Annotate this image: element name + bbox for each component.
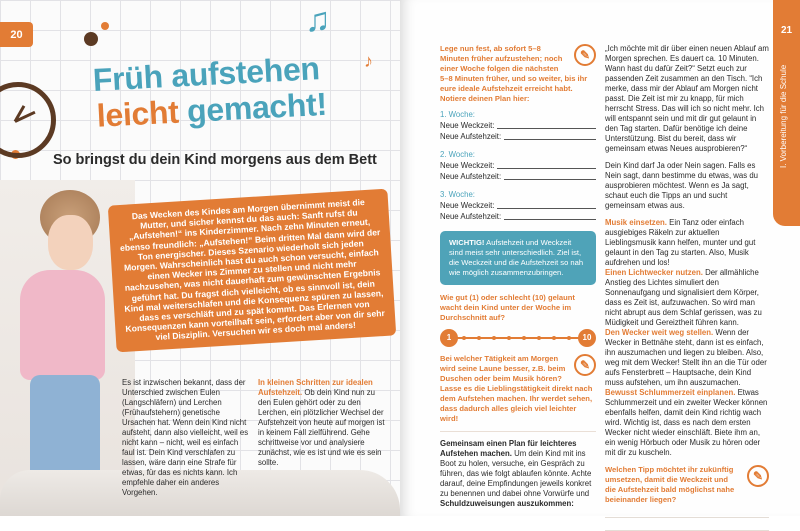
tip-heading: Musik einsetzen. xyxy=(605,218,667,227)
right-column-1 xyxy=(440,44,596,509)
week-plan xyxy=(440,110,596,222)
pencil-icon: ✎ xyxy=(574,44,596,66)
pencil-icon: ✎ xyxy=(574,354,596,376)
scale-max: 10 xyxy=(578,329,596,347)
tip-heading: Den Wecker weit weg stellen. xyxy=(605,328,714,337)
answer-paragraph: Dein Kind darf Ja oder Nein sagen. Falls es Nein sagt, dann bestimme du etwas, was du ausprobieren möchtest. Wenn es Ja sagt, schaut euch die Tipps an und sucht gemeinsam etwas aus. xyxy=(605,161,758,210)
tip xyxy=(605,328,769,388)
answer-line[interactable] xyxy=(605,517,769,518)
important-text: Aufstehzeit und Weckzeit sind meist sehr unterschiedlich. Ziel ist, die Weckzeit und die Aufstehzeit so nah wie möglich zusammenzubringen. xyxy=(449,238,584,277)
chapter-title: I. Vorbereitung für die Schule xyxy=(779,64,788,168)
intro-box: Das Wecken des Kindes am Morgen übernimmt meist die Mutter, und sicher kennst du das auch: Sanft rufst du „Aufstehen!“ ins Kinderzimmer. Nach zehn Minuten erneut, ebenso freundlich: „Aufstehen!“ Beim dritten Mal dann wird der Ton energischer. Dieses Szenario wiederholt sich jeden Morgen. Wahrscheinlich hast du auch schon versucht, einfach einen Wecker ins Zimmer zu stellen und nicht mehr nachzusehen, was nicht dauerhaft zum gewünschten Ergebnis geführt hat. Du fragst dich vielleicht, ob es sinnvoll ist, dein Kind mal weiterschlafen und die Konsequenz spüren zu lassen, dass es verschläft und zu spät kommt. Das Erlernen von Konsequenzen kann vorteilhaft sein, erfordert aber von dir sehr viel Disziplin. Versuchen wir es doch mal anders! xyxy=(108,189,396,352)
plan-bold: Gemeinsam einen Plan für leichteres Aufstehen machen. xyxy=(440,439,577,458)
page-number-right: 21 xyxy=(780,25,793,36)
decor-dot-brown xyxy=(84,32,98,46)
tip xyxy=(605,218,769,268)
scale-question-text: Wie gut (1) oder schlecht (10) gelaunt wacht dein Kind unter der Woche im Durchschnitt auf? xyxy=(440,293,575,322)
tips-list xyxy=(605,218,769,458)
wake-time-field[interactable] xyxy=(497,200,596,209)
subheading: In kleinen Schritten zur idealen Aufstehzeit. xyxy=(258,378,373,397)
tip-text: Ein Tanz oder einfach ausgiebiges Räkeln zur aktuellen Lieblingsmusik kann helfen, munter und gut gelaunt in den Tag zu starten. Also, Musik aufdrehen und los! xyxy=(605,218,756,267)
mood-scale[interactable] xyxy=(440,329,596,347)
plan-paragraph xyxy=(440,439,596,509)
rise-time-field[interactable] xyxy=(504,171,596,180)
week-label: 1. Woche: xyxy=(440,110,475,119)
task-3-text: Welchen Tipp möchtet ihr zukünftig umsetzen, damit die Weckzeit und die Aufstehzeit bald möglichst nahe beieinander liegen? xyxy=(605,465,735,504)
page-title xyxy=(92,50,328,134)
task-1 xyxy=(440,44,596,104)
tip-heading: Bewusst Schlummerzeit einplanen. xyxy=(605,388,736,397)
plan-text: Um dein Kind mit ins Boot zu holen, versuche, ein Gespräch zu führen, das wie folgt ablaufen könnte. Achte darauf, deine Empfindungen jeweils konkret zu benennen und dabei ohne Vorwürfe und xyxy=(440,449,592,498)
tip xyxy=(605,388,769,458)
task-1-text: Lege nun fest, ab sofort 5–8 Minuten früher aufzustehen; noch einer Woche folgen die nächsten 5–8 Minuten früher, und so weiter, bis ihr eure ideale Aufstehzeit erreicht habt. Notiere deinen Plan hier: xyxy=(440,44,588,103)
field-label: Neue Weckzeit: xyxy=(440,161,495,170)
week-label: 3. Woche: xyxy=(440,190,475,199)
body-column-2 xyxy=(258,378,388,468)
tip-heading: Einen Lichtwecker nutzen. xyxy=(605,268,703,277)
field-label: Neue Weckzeit: xyxy=(440,201,495,210)
tip-text: Etwas Schlummerzeit und ein zweiter Wecker können ebenfalls helfen, damit dein Kind richtig wach wird. Wichtig ist, dass es nach dem ersten Wecker nicht wieder einschläft. Biete ihm an, ein wenig Hörbuch oder Musik zu hören oder mit dir zu kuscheln. xyxy=(605,388,768,457)
subtitle: So bringst du dein Kind morgens aus dem Bett xyxy=(53,152,377,168)
pencil-icon: ✎ xyxy=(747,465,769,487)
week-label: 2. Woche: xyxy=(440,150,475,159)
field-label: Neue Aufstehzeit: xyxy=(440,212,502,221)
music-note-icon: ♫ xyxy=(305,1,331,39)
divider xyxy=(440,431,596,432)
title-word-leicht: leicht xyxy=(95,93,180,134)
title-line-1: Früh aufstehen xyxy=(92,50,321,98)
field-label: Neue Aufstehzeit: xyxy=(440,132,502,141)
scale-min: 1 xyxy=(440,329,458,347)
title-word-gemacht: gemacht! xyxy=(186,85,328,130)
plan-bold-2: Schuldzuweisungen auszukommen: xyxy=(440,499,574,508)
dialog-paragraph: „Ich möchte mit dir über einen neuen Ablauf am Morgen sprechen. Es dauert ca. 10 Minuten. Wann hast du dafür Zeit?“ Setzt euch zur passenden Zeit zusammen an den Tisch. “Ich merke, dass mir der Ablauf am Morgen nicht passt. Die Zeit ist mir zu knapp, für mich herrscht Stress. Das will ich so nicht mehr. Ich will entspannt sein und mit dir gut gelaunt in den Tag starten. Dafür benötige ich deine Unterstützung. Bist du bereit, dass wir gemeinsam etwas Neues ausprobieren?“ xyxy=(605,44,769,153)
rise-time-field[interactable] xyxy=(504,211,596,220)
rise-time-field[interactable] xyxy=(504,131,596,140)
child-shirt xyxy=(20,270,105,380)
task-2-text: Bei welcher Tätigkeit am Morgen wird seine Laune besser, z.B. beim Duschen oder beim Musik hören? Lasse es die Lieblingstätigkeit direkt nach dem Aufstehen machen. Ihr werdet sehen, dass dadurch alles gleich viel leichter wird! xyxy=(440,354,593,423)
body-text: Ob dein Kind nun zu den Eulen gehört oder zu den Lerchen, ein plötzlicher Wechsel der Aufstehzeit von heute auf morgen ist in keinem Fall zielführend. Gehe schrittweise vor und analysiere zunächst, wie es ist und wie es sein sollte. xyxy=(258,388,385,467)
task-2 xyxy=(440,354,596,424)
right-column-2 xyxy=(605,44,769,531)
music-note-icon: ♪ xyxy=(364,51,373,71)
important-label: WICHTIG! xyxy=(449,238,485,247)
tip xyxy=(605,268,769,328)
body-column-1: Es ist inzwischen bekannt, dass der Unterschied zwischen Eulen (Langschläfern) und Lerchen (Frühaufstehern) genetische Ursachen hat. Wenn dein Kind nicht aufsteht, dann also vielleicht, weil es nicht kann – nicht, weil es einfach faul ist. Dein Kind verschlafen zu lassen, wäre dann eine Strafe für etwas, für das es nichts kann. Ich empfehle daher ein anderes Vorgehen. xyxy=(122,378,249,497)
wake-time-field[interactable] xyxy=(497,120,596,129)
tip-text: Wenn der Wecker in Bettnähe steht, dann ist es einfach, ihn auszumachen und liegen zu bleiben. Also, weg mit dem Wecker! Stellt ihn an die Tür oder aufs Fensterbrett – Hauptsache, dein Kind muss aufstehen, um ihn auszumachen. xyxy=(605,328,767,387)
tip-text: Der allmähliche Anstieg des Lichtes simuliert den Sonnenaufgang und signalisiert dem Körper, dass es Zeit ist, aufzuwachen. So wird man nicht abrupt aus dem Schlaf gerissen, was zu Müdigkeit und Gereiztheit führen kann. xyxy=(605,268,762,327)
field-label: Neue Weckzeit: xyxy=(440,121,495,130)
page-number-left: 20 xyxy=(0,22,33,47)
decor-dot-orange xyxy=(101,22,109,30)
child-face xyxy=(48,215,93,270)
field-label: Neue Aufstehzeit: xyxy=(440,172,502,181)
important-box xyxy=(440,231,596,285)
task-3 xyxy=(605,465,769,505)
wake-time-field[interactable] xyxy=(497,160,596,169)
